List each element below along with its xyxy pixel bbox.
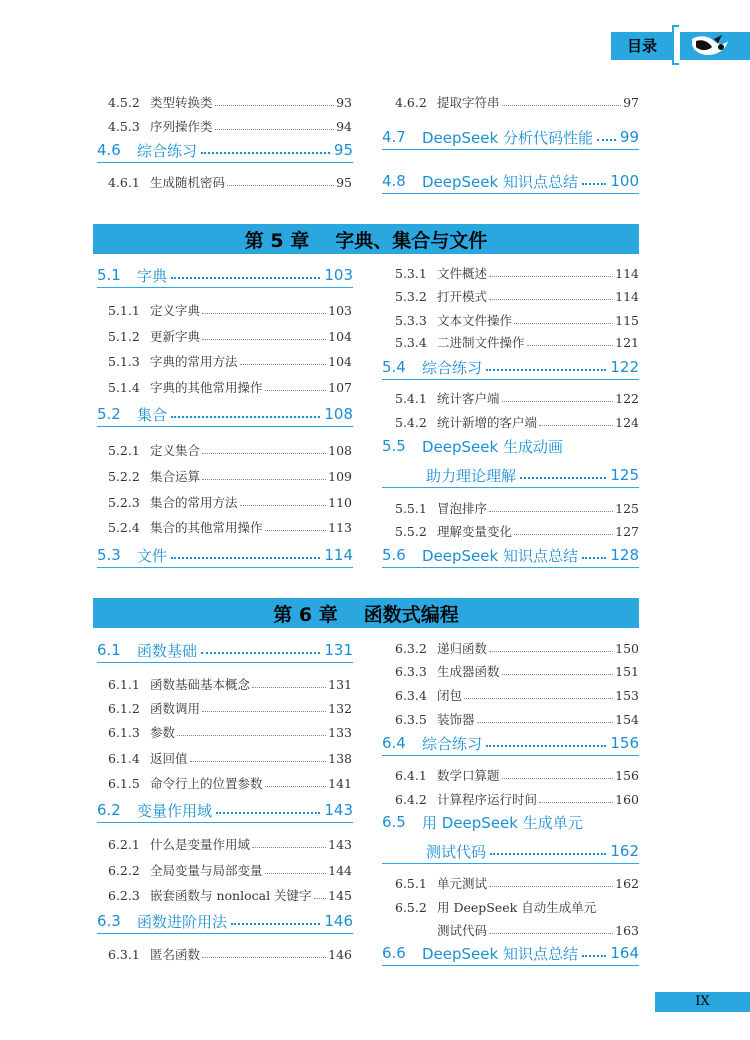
toc-subsection <box>437 920 639 940</box>
dot-leader <box>502 105 622 106</box>
page-ref: 108 <box>324 405 353 423</box>
toc-subsection <box>108 748 352 768</box>
dot-leader <box>514 534 613 535</box>
toc-subsection <box>108 172 352 192</box>
dot-leader <box>502 401 614 402</box>
section-number: 4.7 <box>382 128 406 146</box>
toc-subsection <box>108 116 352 136</box>
dot-leader <box>502 778 614 779</box>
page-ref: 108 <box>328 442 352 458</box>
section-number: 4.8 <box>382 172 406 190</box>
toc-section <box>97 138 353 163</box>
toc-section <box>382 355 639 380</box>
subsection-number: 5.5.2 <box>395 523 427 539</box>
toc-subsection <box>108 492 352 512</box>
subsection-title: 类型转换类 <box>150 95 213 110</box>
section-number: 6.3 <box>97 912 121 930</box>
dot-leader <box>597 139 616 141</box>
subsection-number: 6.5.1 <box>395 875 427 891</box>
toc-subsection <box>395 332 639 352</box>
toc-subsection <box>395 310 639 330</box>
page-ref: 94 <box>336 118 352 134</box>
section-title: 变量作用域 <box>137 801 213 820</box>
dot-leader <box>527 345 614 346</box>
toc-subsection <box>395 498 639 518</box>
subsection-number: 6.3.1 <box>108 946 140 962</box>
page-ref: 122 <box>610 358 639 376</box>
page-ref: 110 <box>328 494 352 510</box>
toc-subsection <box>108 674 352 694</box>
section-number: 5.3 <box>97 546 121 564</box>
subsection-number: 6.1.2 <box>108 700 140 716</box>
toc-subsection <box>108 351 352 371</box>
toc-section <box>97 638 353 663</box>
page-ref: 114 <box>324 546 353 564</box>
page-ref: 113 <box>328 519 352 535</box>
dot-leader <box>582 557 606 559</box>
section-title: 综合练习 <box>137 141 198 160</box>
dot-leader <box>171 557 320 559</box>
page-ref: 97 <box>623 94 639 110</box>
section-number: 5.6 <box>382 546 406 564</box>
page-ref: 100 <box>610 172 639 190</box>
section-title: 函数进阶用法 <box>137 912 228 931</box>
subsection-title: 序列操作类 <box>150 119 213 134</box>
subsection-title: 装饰器 <box>437 712 475 727</box>
subsection-number: 5.2.4 <box>108 519 140 535</box>
dot-leader <box>265 786 327 787</box>
subsection-number: 5.1.4 <box>108 379 140 395</box>
page-ref: 163 <box>615 922 639 938</box>
subsection-number: 5.5.1 <box>395 500 427 516</box>
subsection-title: 集合的其他常用操作 <box>150 520 263 535</box>
section-title: 字典 <box>137 266 168 285</box>
dot-leader <box>252 687 326 688</box>
toc-subsection <box>108 773 352 793</box>
subsection-number: 5.3.3 <box>395 312 427 328</box>
subsection-number: 6.3.5 <box>395 711 427 727</box>
subsection-title: 函数基础基本概念 <box>150 677 251 692</box>
toc-section <box>382 125 639 150</box>
page-ref: 162 <box>610 842 639 860</box>
dot-leader <box>502 674 614 675</box>
dot-leader <box>215 105 335 106</box>
subsection-title: 字典的其他常用操作 <box>150 380 263 395</box>
page-ref: 156 <box>610 734 639 752</box>
subsection-number: 6.1.3 <box>108 724 140 740</box>
subsection-title: 全局变量与局部变量 <box>150 863 263 878</box>
dot-leader <box>177 735 326 736</box>
subsection-title: 二进制文件操作 <box>437 335 525 350</box>
page-ref: 145 <box>328 887 352 903</box>
page-ref: 127 <box>615 523 639 539</box>
section-title: 文件 <box>137 546 168 565</box>
dot-leader <box>265 390 327 391</box>
section-number: 5.4 <box>382 358 406 376</box>
subsection-title: 统计新增的客户端 <box>437 415 538 430</box>
subsection-title: 生成器函数 <box>437 664 500 679</box>
subsection-title: 单元测试 <box>437 876 488 891</box>
page-ref: 131 <box>324 641 353 659</box>
subsection-title: 嵌套函数与 nonlocal 关键字 <box>150 888 312 903</box>
toc-subsection <box>108 440 352 460</box>
subsection-number: 5.4.1 <box>395 390 427 406</box>
subsection-number: 4.5.3 <box>108 118 140 134</box>
dot-leader <box>486 745 606 747</box>
dot-leader <box>489 651 613 652</box>
toc-subsection <box>395 521 639 541</box>
section-title-cont: 测试代码 <box>426 842 487 861</box>
section-number: 6.1 <box>97 641 121 659</box>
page-ref: 133 <box>328 724 352 740</box>
toc-subsection <box>395 92 639 112</box>
subsection-title: 集合运算 <box>150 469 201 484</box>
dot-leader <box>582 955 606 957</box>
header-bracket <box>672 25 679 65</box>
chapter-6-label: 第 6 章 <box>273 603 338 626</box>
dot-leader <box>202 711 326 712</box>
section-number: 5.5 <box>382 437 406 455</box>
page-ref: 156 <box>615 767 639 783</box>
subsection-number: 6.2.2 <box>108 862 140 878</box>
dot-leader <box>490 853 606 855</box>
toc-subsection <box>395 263 639 283</box>
subsection-title: 统计客户端 <box>437 391 500 406</box>
dot-leader <box>171 277 320 279</box>
toc-subsection <box>108 326 352 346</box>
page-ref: 122 <box>615 390 639 406</box>
section-title: DeepSeek 知识点总结 <box>422 172 578 191</box>
dot-leader <box>489 933 613 934</box>
section-title: 函数基础 <box>137 641 198 660</box>
subsection-number: 5.3.1 <box>395 265 427 281</box>
toc-section <box>382 731 639 756</box>
subsection-number: 5.1.2 <box>108 328 140 344</box>
subsection-number: 5.2.3 <box>108 494 140 510</box>
page-ref: 143 <box>324 801 353 819</box>
subsection-title: 理解变量变化 <box>437 524 513 539</box>
dot-leader <box>202 957 326 958</box>
section-number: 6.6 <box>382 944 406 962</box>
subsection-title: 更新字典 <box>150 329 201 344</box>
subsection-title-cont: 测试代码 <box>437 923 488 938</box>
page-ref: 150 <box>615 640 639 656</box>
toc-section <box>382 839 639 864</box>
subsection-title: 递归函数 <box>437 641 488 656</box>
page-ref: 93 <box>336 94 352 110</box>
section-title: DeepSeek 生成动画 <box>422 437 563 456</box>
chapter-6-banner <box>93 598 639 628</box>
page-ref: 115 <box>615 312 639 328</box>
chapter-6-title: 函数式编程 <box>363 603 459 626</box>
page-ref: 164 <box>610 944 639 962</box>
dot-leader <box>202 479 326 480</box>
section-number: 5.1 <box>97 266 121 284</box>
header-tab: 目录 <box>611 32 673 60</box>
subsection-number: 5.4.2 <box>395 414 427 430</box>
dot-leader <box>314 898 327 899</box>
page-ref: 162 <box>615 875 639 891</box>
page-ref: 141 <box>328 775 352 791</box>
subsection-number: 6.1.1 <box>108 676 140 692</box>
subsection-title: 冒泡排序 <box>437 501 488 516</box>
page-ref: 114 <box>615 288 639 304</box>
section-title: 综合练习 <box>422 358 483 377</box>
section-title: 综合练习 <box>422 734 483 753</box>
toc-section <box>97 263 353 288</box>
subsection-number: 6.4.1 <box>395 767 427 783</box>
dot-leader <box>514 323 613 324</box>
toc-subsection <box>108 885 352 905</box>
subsection-title: 函数调用 <box>150 701 201 716</box>
dot-leader <box>464 698 613 699</box>
toc-section <box>97 798 353 823</box>
page-ref: 104 <box>328 353 352 369</box>
subsection-title: 匿名函数 <box>150 947 201 962</box>
subsection-title: 计算程序运行时间 <box>437 792 538 807</box>
subsection-title: 生成随机密码 <box>150 175 226 190</box>
page-ref: 103 <box>324 266 353 284</box>
dot-leader <box>582 183 606 185</box>
toc-subsection <box>395 873 639 893</box>
toc-subsection <box>395 661 639 681</box>
subsection-number: 5.3.4 <box>395 334 427 350</box>
toc-subsection <box>395 638 639 658</box>
toc-section <box>382 941 639 966</box>
toc-section <box>382 169 639 194</box>
dot-leader <box>202 453 326 454</box>
toc-subsection <box>108 944 352 964</box>
page-ref: 99 <box>619 128 639 146</box>
toc-subsection <box>108 466 352 486</box>
dot-leader <box>252 847 326 848</box>
subsection-number: 6.4.2 <box>395 791 427 807</box>
page-ref: 95 <box>336 174 352 190</box>
page-ref: 154 <box>615 711 639 727</box>
section-title: 用 DeepSeek 生成单元 <box>422 813 583 832</box>
dot-leader <box>202 339 326 340</box>
page-ref: 144 <box>328 862 352 878</box>
dot-leader <box>520 477 606 479</box>
toc-subsection <box>108 377 352 397</box>
subsection-number: 6.3.3 <box>395 663 427 679</box>
dot-leader <box>231 923 320 925</box>
page-ref: 125 <box>610 466 639 484</box>
subsection-title: 参数 <box>150 725 176 740</box>
subsection-title: 字典的常用方法 <box>150 354 238 369</box>
subsection-title: 集合的常用方法 <box>150 495 238 510</box>
subsection-number: 6.3.4 <box>395 687 427 703</box>
page-ref: 121 <box>615 334 639 350</box>
chapter-5-banner <box>93 224 639 254</box>
toc-subsection <box>395 765 639 785</box>
toc-section-line1 <box>382 434 639 458</box>
subsection-title: 打开模式 <box>437 289 488 304</box>
dot-leader <box>539 425 613 426</box>
section-title: DeepSeek 知识点总结 <box>422 944 578 963</box>
subsection-title: 什么是变量作用域 <box>150 837 251 852</box>
toc-subsection <box>395 709 639 729</box>
subsection-title: 命令行上的位置参数 <box>150 776 263 791</box>
subsection-title: 用 DeepSeek 自动生成单元 <box>437 900 597 915</box>
subsection-number: 4.6.2 <box>395 94 427 110</box>
subsection-title: 返回值 <box>150 751 188 766</box>
dot-leader <box>215 129 335 130</box>
dot-leader <box>539 802 613 803</box>
dot-leader <box>489 299 613 300</box>
page-ref: 104 <box>328 328 352 344</box>
page-ref: 160 <box>615 791 639 807</box>
subsection-number: 5.2.1 <box>108 442 140 458</box>
section-title: DeepSeek 分析代码性能 <box>422 128 593 147</box>
subsection-number: 6.1.4 <box>108 750 140 766</box>
subsection-title: 文本文件操作 <box>437 313 513 328</box>
toc-section <box>382 463 639 488</box>
subsection-number: 6.1.5 <box>108 775 140 791</box>
subsection-title: 文件概述 <box>437 266 488 281</box>
dot-leader <box>486 369 606 371</box>
dot-leader <box>201 652 320 654</box>
subsection-number: 5.3.2 <box>395 288 427 304</box>
toc-subsection <box>395 789 639 809</box>
toc-subsection <box>108 722 352 742</box>
toc-subsection <box>395 685 639 705</box>
dot-leader <box>489 276 613 277</box>
page-ref: 107 <box>328 379 352 395</box>
subsection-title: 定义集合 <box>150 443 201 458</box>
subsection-title: 闭包 <box>437 688 463 703</box>
dot-leader <box>227 185 334 186</box>
page-ref: 124 <box>615 414 639 430</box>
subsection-number: 5.1.1 <box>108 302 140 318</box>
subsection-title: 定义字典 <box>150 303 201 318</box>
page-ref: 95 <box>333 141 353 159</box>
section-number: 5.2 <box>97 405 121 423</box>
page-ref: 146 <box>328 946 352 962</box>
toc-subsection <box>395 412 639 432</box>
subsection-number: 6.5.2 <box>395 899 427 915</box>
page-ref: 125 <box>615 500 639 516</box>
toc-subsection <box>395 286 639 306</box>
header-logo <box>680 32 750 60</box>
toc-subsection <box>108 517 352 537</box>
section-number: 6.2 <box>97 801 121 819</box>
section-number: 6.4 <box>382 734 406 752</box>
toc-subsection-line1 <box>395 897 639 917</box>
dot-leader <box>489 511 613 512</box>
toc-subsection <box>108 300 352 320</box>
page-ref: 143 <box>328 836 352 852</box>
subsection-number: 5.2.2 <box>108 468 140 484</box>
subsection-title: 提取字符串 <box>437 95 500 110</box>
dot-leader <box>265 873 327 874</box>
page-number: IX <box>655 992 750 1012</box>
subsection-number: 4.6.1 <box>108 174 140 190</box>
page-ref: 138 <box>328 750 352 766</box>
toc-section <box>97 402 353 427</box>
dot-leader <box>171 416 320 418</box>
dot-leader <box>216 812 320 814</box>
section-title: DeepSeek 知识点总结 <box>422 546 578 565</box>
subsection-number: 6.2.3 <box>108 887 140 903</box>
toc-subsection <box>108 698 352 718</box>
subsection-number: 5.1.3 <box>108 353 140 369</box>
dot-leader <box>489 886 613 887</box>
page-ref: 103 <box>328 302 352 318</box>
page-ref: 131 <box>328 676 352 692</box>
dot-leader <box>240 364 327 365</box>
subsection-title: 数学口算题 <box>437 768 500 783</box>
subsection-number: 4.5.2 <box>108 94 140 110</box>
dot-leader <box>240 505 327 506</box>
page-ref: 153 <box>615 687 639 703</box>
dot-leader <box>190 761 327 762</box>
subsection-number: 6.3.2 <box>395 640 427 656</box>
toc-subsection <box>108 860 352 880</box>
section-title-cont: 助力理论理解 <box>426 466 517 485</box>
subsection-number: 6.2.1 <box>108 836 140 852</box>
chapter-5-title: 字典、集合与文件 <box>335 229 488 252</box>
chapter-5-label: 第 5 章 <box>244 229 310 252</box>
dot-leader <box>477 722 614 723</box>
dot-leader <box>202 313 326 314</box>
toc-section <box>97 909 353 934</box>
toc-section-line1 <box>382 810 639 834</box>
toc-section <box>382 543 639 568</box>
dot-leader <box>265 530 327 531</box>
page-ref: 151 <box>615 663 639 679</box>
page-ref: 128 <box>610 546 639 564</box>
section-number: 4.6 <box>97 141 121 159</box>
page-ref: 132 <box>328 700 352 716</box>
toc-subsection <box>395 388 639 408</box>
dot-leader <box>201 152 330 154</box>
logo-icon <box>688 33 732 59</box>
page-ref: 109 <box>328 468 352 484</box>
section-title: 集合 <box>137 405 168 424</box>
page-ref: 146 <box>324 912 353 930</box>
page-ref: 114 <box>615 265 639 281</box>
section-number: 6.5 <box>382 813 406 831</box>
toc-section <box>97 543 353 568</box>
toc-subsection <box>108 834 352 854</box>
toc-subsection <box>108 92 352 112</box>
